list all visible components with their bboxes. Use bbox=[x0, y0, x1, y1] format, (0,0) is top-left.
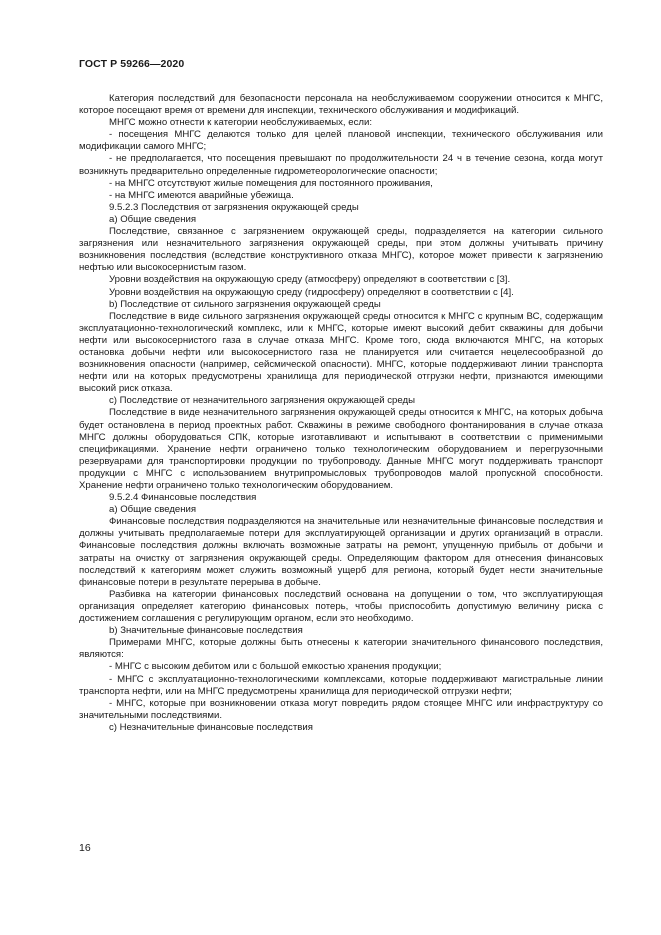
list-item: - посещения МНГС делаются только для целей плановой инспекции, технического обслуживания или модификации самого МНГС; bbox=[79, 129, 603, 153]
list-item: - МНГС с эксплуатационно-технологическими комплексами, которые поддерживают магистральные линии транспорта нефти, или на МНГС предусмотрены хранилища для периодической отгрузки нефти; bbox=[79, 673, 603, 697]
subsection-heading: а) Общие сведения bbox=[109, 504, 197, 516]
subsection-heading: а) Общие сведения bbox=[109, 213, 197, 225]
paragraph: Категория последствий для безопасности персонала на необслуживаемом сооружении относится к МНГС, которое посещают время от времени для инспекции, технического обслуживания и модификаций. bbox=[79, 93, 603, 117]
list-item: - не предполагается, что посещения превышают по продолжительности 24 ч в течение сезона, когда могут возникнуть предварительно определенные гидрометеорологические опасности; bbox=[79, 153, 603, 177]
subsection-heading: b) Значительные финансовые последствия bbox=[109, 625, 303, 637]
list-item: - на МНГС имеются аварийные убежища. bbox=[109, 189, 294, 201]
subsection-heading: с) Незначительные финансовые последствия bbox=[109, 721, 313, 733]
paragraph: МНГС можно отнести к категории необслуживаемых, если: bbox=[109, 117, 373, 129]
subsection-heading: b) Последствие от сильного загрязнения окружающей среды bbox=[109, 298, 381, 310]
list-item: - МНГС, которые при возникновении отказа могут повредить рядом стоящее МНГС или инфраструктуру со значительными последствиями. bbox=[79, 697, 603, 721]
section-heading: 9.5.2.3 Последствия от загрязнения окружающей среды bbox=[109, 201, 359, 213]
paragraph: Последствие в виде незначительного загрязнения окружающей среды относится к МНГС, на которых добыча будет остановлена в период проектных работ. Скважины в режиме свободного фонтанирования в случае отказа МНГС должны оборудоваться СПК, которые изготавливают и испытывают в соответствии с применимыми спецификациями. Хранение нефти ограничено только технологическим оборудованием и перегрузочными резервуарами для транспортировки продукции по трубопроводу. Данные МНГС могут поддерживать транспорт продукции с МНГС с использованием внутрипромысловых трубопроводов малой пропускной способности. Хранение нефти ограничено только технологическим оборудованием. bbox=[79, 407, 603, 491]
paragraph: Последствие в виде сильного загрязнения окружающей среды относится к МНГС с крупным ВС, содержащим эксплуатационно-технологический комплекс, или к МНГС, которые имеют высокий дебит скважины для добычи нефти или высокосернистого газа в случае отказа МНГС. Кроме того, сюда включаются МНГС, на которых остановка добычи нефти или высокосернистого газа не планируется или считается нецелесообразной до возникновения опасности (например, сейсмической опасности). МНГС, которые поддерживают линии транспорта нефти или на которых предусмотрены хранилища для периодической отгрузки нефти, признаются имеющими высокий риск отказа. bbox=[79, 310, 603, 395]
section-heading: 9.5.2.4 Финансовые последствия bbox=[109, 492, 257, 504]
list-item: - МНГС с высоким дебитом или с большой емкостью хранения продукции; bbox=[109, 661, 442, 673]
paragraph: Последствие, связанное с загрязнением окружающей среды, подразделяется на категории сильного загрязнения или незначительного загрязнения окружающей среды, при этом должны учитывать причину возникновения последствия (вследствие конструктивного отказа МНГС), которое может привести к загрязнению нефтью или высокосернистым газом. bbox=[79, 226, 603, 274]
paragraph: Уровни воздействия на окружающую среду (гидросферу) определяют в соответствии с [4]. bbox=[109, 286, 514, 298]
page-number: 16 bbox=[79, 842, 91, 854]
paragraph: Примерами МНГС, которые должны быть отнесены к категории значительного финансового последствия, являются: bbox=[79, 637, 603, 661]
body-text bbox=[79, 93, 603, 734]
paragraph: Финансовые последствия подразделяются на значительные или незначительные финансовые последствия и должны учитывать предполагаемые потери для эксплуатирующей организации и других организаций в отрасли. Финансовые последствия должны включать возможные затраты на ремонт, упущенную прибыль от добычи и затраты на очистку от загрязнения окружающей среды. Определяющим фактором для отнесения финансовых последствий к категориям может служить возможный ущерб для региона, который будет нести значительные финансовые потери в результате перерыва в добыче. bbox=[79, 516, 603, 588]
paragraph: Уровни воздействия на окружающую среду (атмосферу) определяют в соответствии с [3]. bbox=[109, 274, 511, 286]
standard-header: ГОСТ Р 59266—2020 bbox=[79, 58, 185, 70]
paragraph: Разбивка на категории финансовых последствий основана на допущении о том, что эксплуатирующая организация определяет категорию финансовых потерь, чтобы приспособить допустимую величину риска с достижением соглашения с регулирующим органом, если это необходимо. bbox=[79, 588, 603, 625]
subsection-heading: с) Последствие от незначительного загрязнения окружающей среды bbox=[109, 395, 415, 407]
list-item: - на МНГС отсутствуют жилые помещения для постоянного проживания, bbox=[109, 177, 433, 189]
